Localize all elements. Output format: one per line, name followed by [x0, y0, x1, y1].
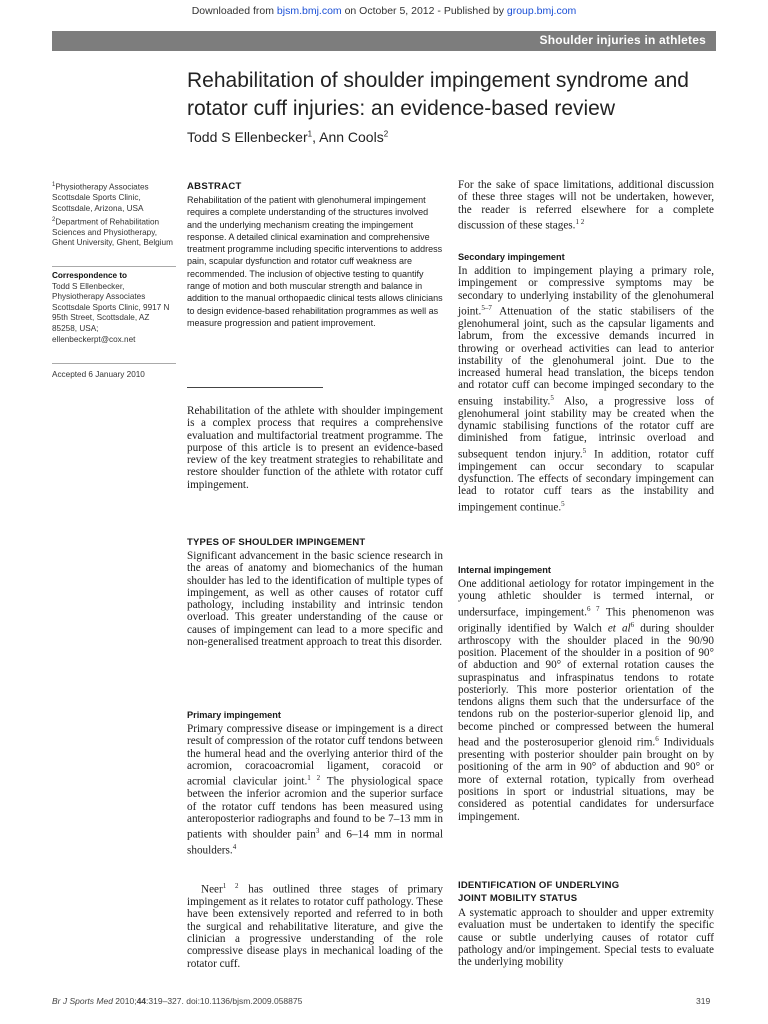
page-number: 319 [696, 996, 711, 1006]
abstract-text: Rehabilitation of the patient with glenohumeral impingement requires a complete understanding of the structures involved and the underlying mechanism creating the impingement response. A detailed clinical examination and comprehensive treatment programme including specific interventions to address pain, scapular dysfunction and rotator cuff weakness are recommended. The inclusion of objective testing to quantify range of motion and both muscular strength and balance in addition to the manual orthopaedic clinical tests allows clinicians to design evidence-based rehabilitation programmes as well as measure progression and patient improvement. [187, 195, 443, 328]
types-heading: TYPES OF SHOULDER IMPINGEMENT [187, 537, 366, 548]
right-intro-paragraph [458, 179, 714, 232]
correspondence-body: Todd S Ellenbecker, Physiotherapy Associates Scottsdale Sports Clinic, 9917 N 95th Street, Scottsdale, AZ 85258, USA; ellenbeckerpt@cox.net [52, 281, 170, 344]
primary-sup1: 1 2 [307, 774, 321, 783]
internal-b: This phenomenon was originally identified by Walch [458, 606, 714, 635]
primary-p2a: Neer [201, 883, 223, 896]
section-label: Shoulder injuries in athletes [539, 33, 706, 47]
article-title: Rehabilitation of shoulder impingement syndrome and rotator cuff injuries: an evidence-based review [187, 69, 689, 120]
author-1-sup: 1 [307, 129, 313, 139]
download-line [0, 5, 768, 17]
affiliation-2: Department of Rehabilitation Sciences and Physiotherapy, Ghent University, Ghent, Belgium [52, 217, 173, 248]
internal-paragraph [458, 578, 714, 823]
download-middle: on October 5, 2012 - Published by [341, 5, 507, 17]
author-1: Todd S Ellenbecker [187, 129, 308, 145]
right-intro-text: For the sake of space limitations, additional discussion of these three stages will not be undertaken, however, the reader is referred elsewhere for a complete discussion of these stages. [458, 179, 714, 232]
bjsm-link[interactable]: bjsm.bmj.com [276, 5, 342, 17]
primary-p1b: The physiological space between the inferior acromion and the superior surface of the rotator cuff tendons has been measured using anteroposterior radiographs and found to be 7–13 mm in patients with shoulder pain [187, 775, 444, 841]
sidebar-divider [52, 266, 176, 267]
primary-p2-sup: 1 2 [222, 882, 239, 890]
author-list [187, 129, 388, 145]
affiliation-1: Physiotherapy Associates Scottsdale Sports Clinic, Scottsdale, Arizona, USA [52, 182, 149, 213]
primary-p1c: and 6–14 mm in normal shoulders. [187, 828, 443, 857]
abstract-heading: ABSTRACT [187, 181, 242, 192]
primary-p2b: has outlined three stages of primary impingement as it relates to rotator cuff pathology. These have been extensively reported and referred to in both the surgical and rehabilitative literature, and give the clinician a progressive understanding of the role compressive disease plays in mechanical loading of the rotator cuff. [187, 883, 444, 970]
secondary-d: In addition, rotator cuff impingement can occur secondary to scapular dysfunction. The effects of secondary impingement can lead to rotator cuff tears as the instability and impingement continue. [458, 448, 714, 514]
secondary-sup3: 5 [582, 446, 587, 455]
secondary-a: In addition to impingement playing a primary role, impingement or compressive symptoms may be secondary to underlying instability of the glenohumeral joint. [458, 265, 714, 318]
secondary-sup4: 5 [561, 499, 565, 508]
internal-a: One additional aetiology for rotator impingement in the young athletic shoulder is termed internal, or undersurface, impingement. [458, 578, 714, 619]
intro-paragraph: Rehabilitation of the athlete with shoulder impingement is a complex process that requires a comprehensive evaluation and multifactorial treatment programme. The purpose of this article is to present an evidence-based review of the key treatment strategies to rehabilitate and restore shoulder function of the athlete with rotator cuff impingement. [187, 405, 443, 491]
sidebar-divider-2 [52, 363, 176, 364]
internal-heading: Internal impingement [458, 565, 551, 575]
internal-etal: et al [607, 622, 631, 635]
internal-d: Individuals presenting with posterior shoulder pain brought on by positioning of the arm in 90° of abduction and 90° or more of external rotation, typically from overhead positions in sport or industrial situations, may be considered as potential candidates for undersurface impingement. [458, 736, 714, 823]
footer-year: 2010; [112, 996, 137, 1006]
aff1-sup: 1 [52, 182, 56, 188]
footer-citation [52, 996, 302, 1006]
publisher-link[interactable]: group.bmj.com [506, 5, 577, 17]
author-2: Ann Cools [319, 129, 384, 145]
primary-heading: Primary impingement [187, 710, 281, 720]
right-intro-sup: 1 2 [575, 217, 585, 226]
download-prefix: Downloaded from [191, 5, 277, 17]
affiliations [52, 180, 176, 249]
correspondence [52, 271, 176, 345]
secondary-sup1: 5–7 [481, 303, 492, 312]
footer-journal: Br J Sports Med [52, 996, 113, 1006]
internal-sup2: 6 [630, 620, 635, 629]
primary-paragraph-2 [187, 880, 443, 970]
identification-paragraph: A systematic approach to shoulder and upper extremity evaluation must be undertaken to identify the specific cause or subtle underlying causes of rotator cuff pathology and/or impingement. Special tests to evaluate the underlying mobility [458, 907, 714, 969]
primary-sup2: 3 [315, 827, 320, 836]
identification-heading-2: JOINT MOBILITY STATUS [458, 893, 578, 904]
footer-volume: 44 [136, 996, 147, 1006]
author-2-sup: 2 [383, 129, 389, 139]
secondary-heading: Secondary impingement [458, 252, 565, 262]
accepted-date: Accepted 6 January 2010 [52, 370, 145, 379]
correspondence-heading: Correspondence to [52, 271, 128, 280]
internal-sup1: 6 7 [586, 604, 600, 613]
secondary-b: Attenuation of the static stabilisers of the glenohumeral joint, such as the capsular ligaments and labrum, from the excessive demands incurred in throwing or overhead activities can lead to anterior instability of the glenohumeral joint. Due to the increased humeral head translation, the biceps tendon and rotator cuff can become impinged secondary to the ensuing instability. [458, 305, 714, 408]
types-paragraph: Significant advancement in the basic science research in the areas of anatomy and biomechanics of the human shoulder has led to the identification of multiple types of impingement, as well as other causes of rotator cuff pathology, including instability and intrinsic tendon overload. This greater understanding of the cause or causes of impingement can lead to a more specific and non-generalised treatment approach to treat this disorder. [187, 550, 443, 649]
secondary-paragraph [458, 265, 714, 514]
primary-p1a: Primary compressive disease or impingement is a direct result of compression of the rotator cuff tendons between the humeral head and the overlying anterior third of the acromion, coracoacromial ligament, coracoid or acromial clavicular joint. [187, 723, 443, 788]
footer-rest: :319–327. doi:10.1136/bjsm.2009.058875 [146, 996, 303, 1006]
aff2-sup: 2 [52, 216, 56, 223]
internal-c: during shoulder arthroscopy with the shoulder placed in the 90/90 position. Placement of the shoulder in a position of 90° of abduction and 90° of external rotation causes the supraspinatus and infraspinatus tendons to rotate posteriorly. This more posterior orientation of the tendons aligns them such that the undersurface of the tendons rub on the posterior-superior glenoid lip, and become pinched or compressed between the humeral head and the posterosuperior glenoid rim. [458, 622, 714, 749]
secondary-sup2: 5 [550, 393, 554, 402]
primary-paragraph-1 [187, 723, 443, 857]
identification-heading [458, 879, 619, 905]
primary-sup3: 4 [232, 843, 237, 852]
secondary-c: Also, a progressive loss of glenohumeral joint stability may be created when the dynamic stabilising functions of the rotator cuff are diminished from fatigue, intrinsic overload and subsequent tendon injury. [458, 395, 714, 461]
internal-sup3: 6 [655, 735, 659, 744]
abstract-divider [187, 387, 323, 388]
section-band [52, 31, 716, 51]
author-sep: , [312, 129, 320, 145]
identification-heading-1: IDENTIFICATION OF UNDERLYING [458, 880, 620, 891]
